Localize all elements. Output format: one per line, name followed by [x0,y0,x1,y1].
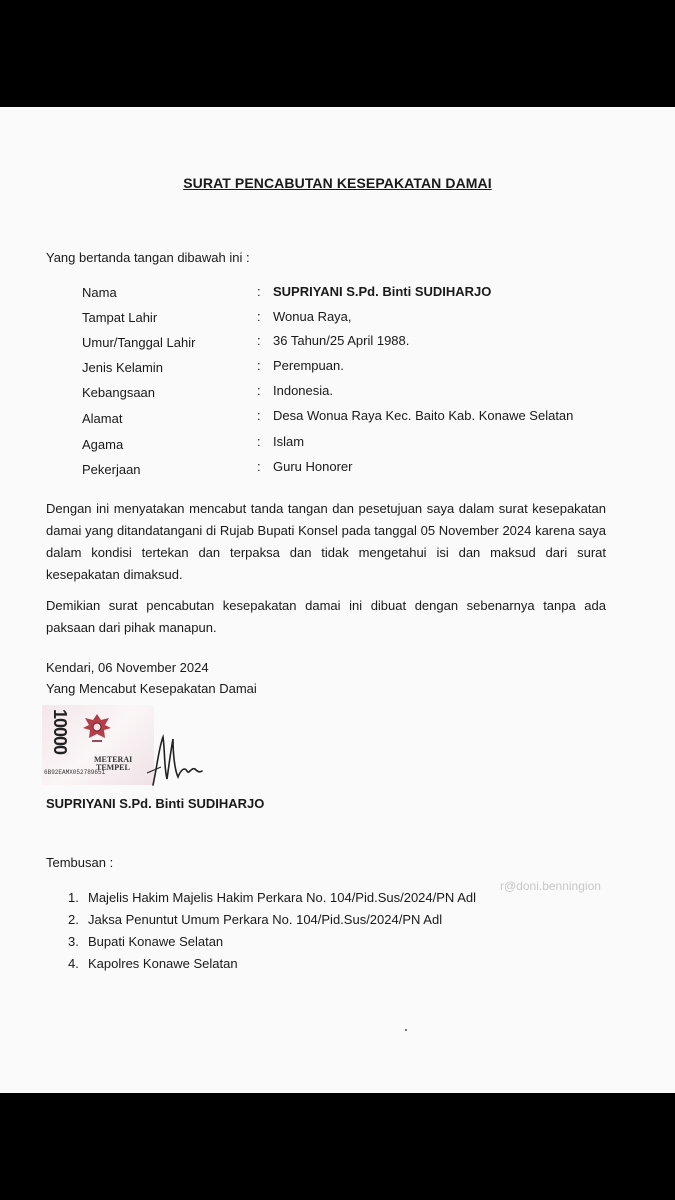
field-label-tempat-lahir: Tampat Lahir [82,310,158,325]
intro-text: Yang bertanda tangan dibawah ini : [46,250,250,265]
field-colon: : [257,434,261,449]
list-item-number: 4. [68,956,79,971]
field-colon: : [257,383,261,398]
list-item [68,934,223,949]
stamp-label-tempel: TEMPEL [96,763,130,772]
field-value-umur: 36 Tahun/25 April 1988. [273,333,410,348]
list-item-number: 3. [68,934,79,949]
stamp-serial: 6B92EAMX052789651 [44,769,106,776]
field-label-nama: Nama [82,285,117,300]
list-item-text: Kapolres Konawe Selatan [88,956,238,971]
document-page [0,107,675,1093]
statement-paragraph: Dengan ini menyatakan mencabut tanda tangan dan pesetujuan saya dalam surat kesepakatan damai yang ditandatangani di Rujab Bupati Konsel pada tanggal 05 November 2024 karena saya dalam kondisi tertekan dan terpaksa dan tidak mengetahui isi dan maksud dari surat kesepakatan dimaksud. [46,501,606,582]
watermark: r@doni.benningion [500,879,601,893]
field-value-agama: Islam [273,434,305,449]
field-colon: : [257,333,261,348]
list-item-number: 2. [68,912,79,927]
stamp-label-meterai: METERAI [94,755,133,764]
field-value-pekerjaan: Guru Honorer [273,459,353,474]
field-label-alamat: Alamat [82,411,123,426]
field-label-pekerjaan: Pekerjaan [82,462,141,477]
list-item-text: Majelis Hakim Majelis Hakim Perkara No. 104/Pid.Sus/2024/PN Adl [88,890,476,905]
speck-dot [405,1029,407,1031]
field-colon: : [257,358,261,373]
list-item-text: Jaksa Penuntut Umum Perkara No. 104/Pid.Sus/2024/PN Adl [88,912,443,927]
place-date: Kendari, 06 November 2024 [46,660,209,675]
field-colon: : [257,459,261,474]
field-label-kebangsaan: Kebangsaan [82,385,156,400]
document-title: SURAT PENCABUTAN KESEPAKATAN DAMAI [183,175,492,191]
list-item-number: 1. [68,890,79,905]
field-value-nama: SUPRIYANI S.Pd. Binti SUDIHARJO [273,284,492,299]
field-value-kebangsaan: Indonesia. [273,383,333,398]
list-item [68,890,476,905]
list-item-text: Bupati Konawe Selatan [88,934,224,949]
field-value-tempat-lahir: Wonua Raya, [273,309,352,324]
handwritten-signature-icon [145,727,205,787]
closing-paragraph: Demikian surat pencabutan kesepakatan damai ini dibuat dengan sebenarnya tanpa ada paksaan dari pihak manapun. [46,598,606,635]
list-item [68,956,238,971]
list-item [68,912,442,927]
field-colon: : [257,284,261,299]
field-colon: : [257,408,261,423]
field-label-agama: Agama [82,437,124,452]
garuda-emblem-icon [80,711,114,747]
field-value-jenis-kelamin: Perempuan. [273,358,344,373]
signer-role: Yang Mencabut Kesepakatan Damai [46,681,257,696]
field-value-alamat: Desa Wonua Raya Kec. Baito Kab. Konawe Selatan [273,408,574,423]
field-label-jenis-kelamin: Jenis Kelamin [82,360,163,375]
field-label-umur: Umur/Tanggal Lahir [82,335,196,350]
signer-name: SUPRIYANI S.Pd. Binti SUDIHARJO [46,796,265,811]
stamp-value: 10000 [50,709,70,755]
field-colon: : [257,309,261,324]
meterai-stamp [42,705,154,785]
cc-title: Tembusan : [46,855,114,870]
